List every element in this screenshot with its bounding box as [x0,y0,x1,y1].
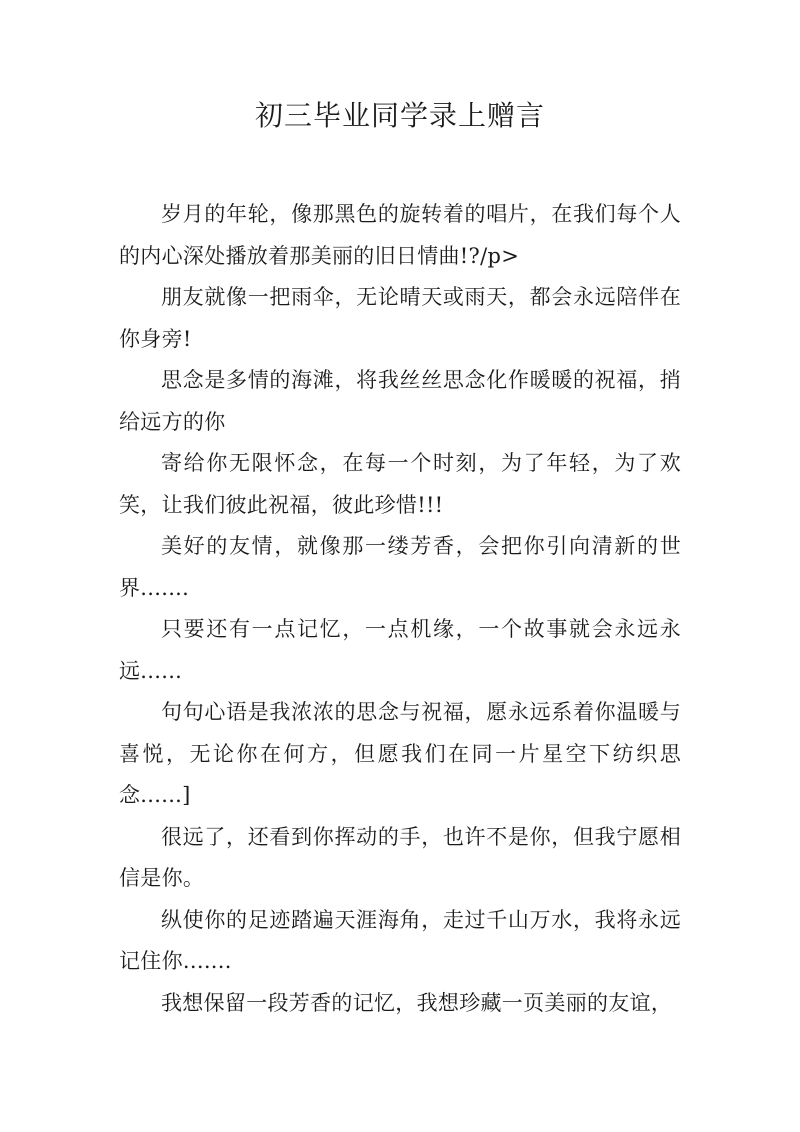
paragraph-7: 句句心语是我浓浓的思念与祝福，愿永远系着你温暖与喜悦，无论你在何方，但愿我们在同一片星空下纺织思念......] [119,700,681,807]
paragraph-1: 岁月的年轮，像那黑色的旋转着的唱片，在我们每个人的内心深处播放着那美丽的旧日情曲!?/p> [119,202,681,268]
paragraph-8: 很远了，还看到你挥动的手，也许不是你，但我宁愿相信是你。 [119,824,681,890]
document-body [119,194,681,1024]
paragraph-10: 我想保留一段芳香的记忆，我想珍藏一页美丽的友谊， [161,990,673,1015]
page-title: 初三毕业同学录上赠言 [254,99,545,132]
paragraph-6: 只要还有一点记忆，一点机缘，一个故事就会永远永远...... [119,617,681,683]
paragraph-2: 朋友就像一把雨伞，无论晴天或雨天，都会永远陪伴在你身旁! [119,285,681,351]
paragraph-4: 寄给你无限怀念，在每一个时刻，为了年轻，为了欢笑，让我们彼此祝福，彼此珍惜!!! [119,451,681,517]
paragraph-5: 美好的友情，就像那一缕芳香，会把你引向清新的世界....... [119,534,681,600]
paragraph-9: 纵使你的足迹踏遍天涯海角，走过千山万水，我将永远记住你....... [119,907,681,973]
paragraph-3: 思念是多情的海滩，将我丝丝思念化作暖暖的祝福，捎给远方的你 [119,368,681,434]
